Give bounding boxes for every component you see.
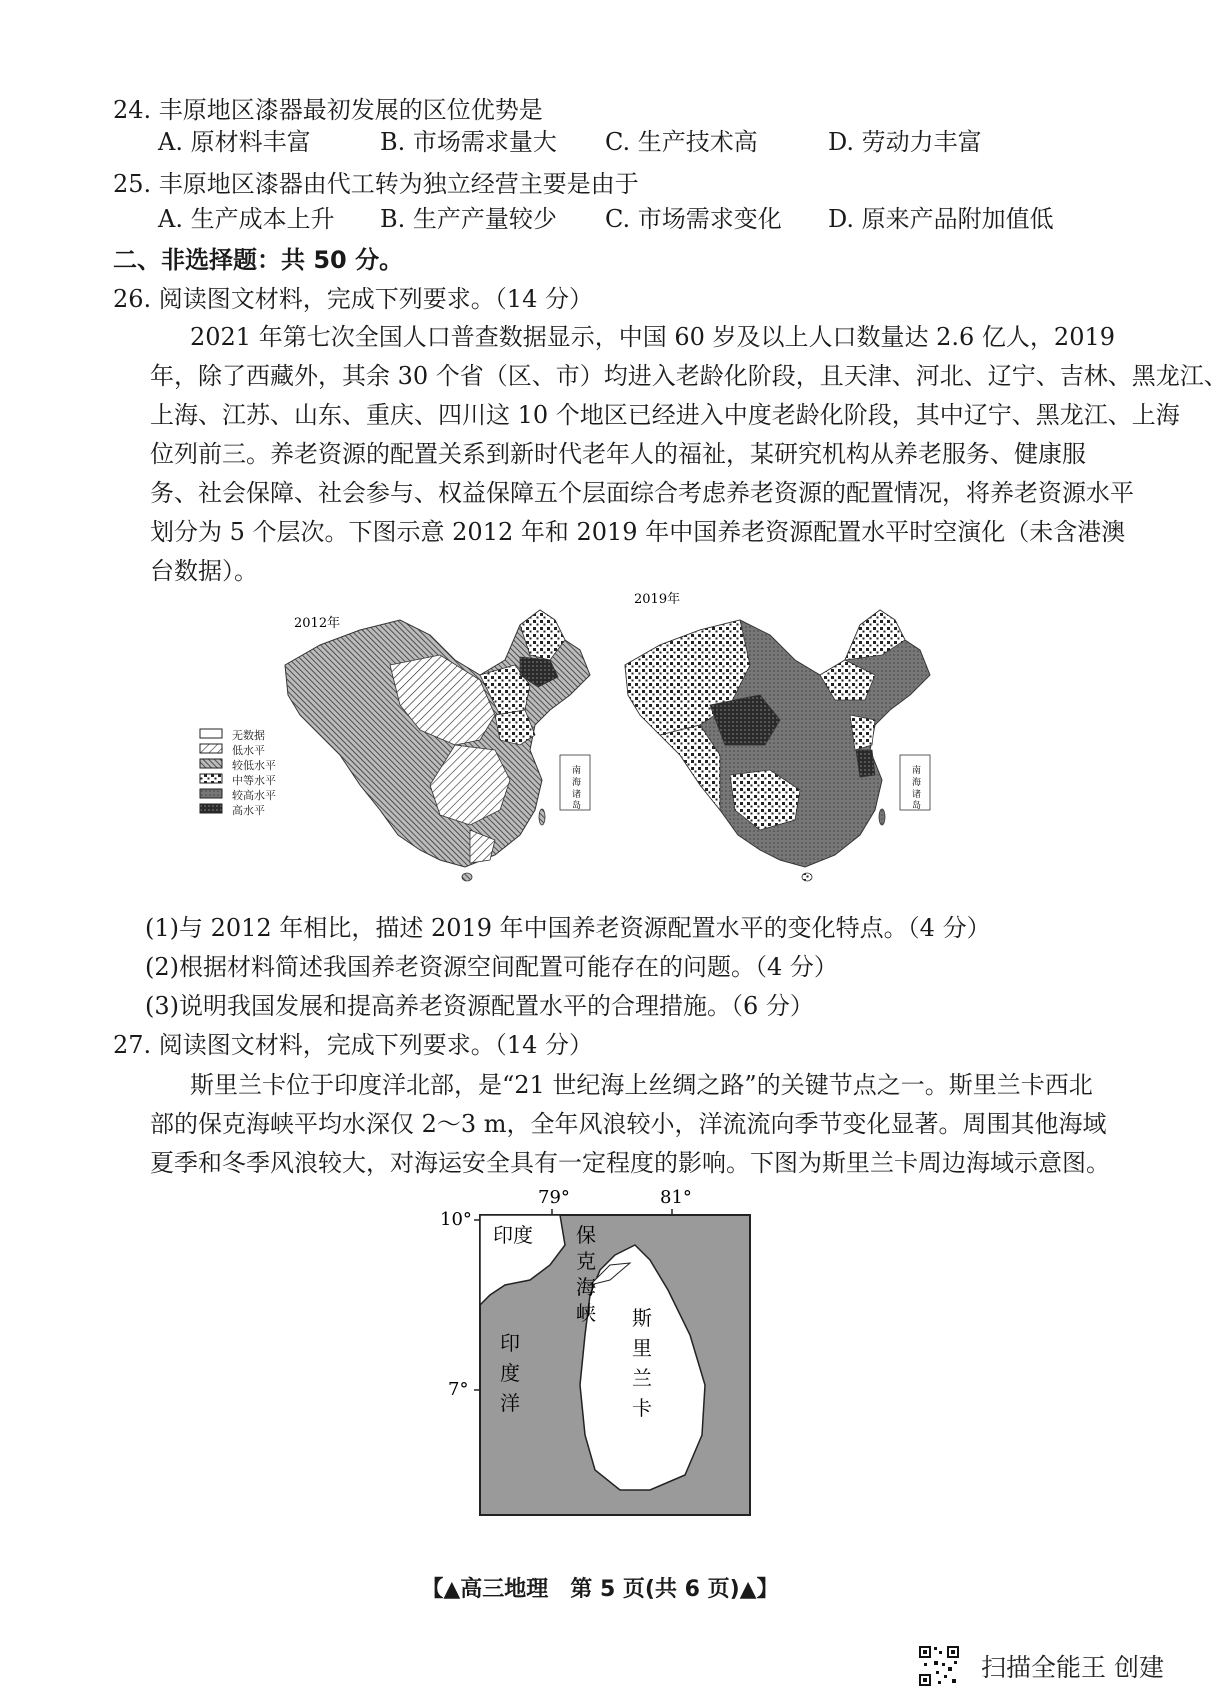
inset-label: 海 bbox=[912, 778, 922, 788]
q24-option-a: A. 原材料丰富 bbox=[158, 128, 311, 156]
legend-swatch-low bbox=[200, 744, 222, 753]
label-ocean: 印 bbox=[500, 1331, 520, 1355]
legend-label: 较低水平 bbox=[232, 759, 276, 772]
legend-swatch-mid bbox=[200, 774, 222, 783]
q26-para-line: 台数据）。 bbox=[150, 557, 258, 585]
map-2019-title: 2019年 bbox=[634, 592, 681, 607]
legend-label: 高水平 bbox=[232, 804, 265, 817]
label-strait: 克 bbox=[576, 1249, 596, 1273]
q25-option-a: A. 生产成本上升 bbox=[158, 205, 335, 233]
map-2012-title: 2012年 bbox=[294, 616, 341, 631]
legend-label: 较高水平 bbox=[232, 789, 276, 802]
q26-stem: 26. 阅读图文材料，完成下列要求。（14 分） bbox=[113, 285, 593, 313]
legend-label: 中等水平 bbox=[232, 774, 276, 787]
q25-option-d: D. 原来产品附加值低 bbox=[828, 205, 1054, 233]
q25-option-c: C. 市场需求变化 bbox=[605, 205, 782, 233]
label-srilanka: 兰 bbox=[632, 1366, 652, 1390]
label-strait: 保 bbox=[576, 1223, 596, 1247]
inset-label: 诸 bbox=[912, 790, 922, 800]
legend-swatch-lower bbox=[200, 759, 222, 768]
q26-para-line: 年，除了西藏外，其余 30 个省（区、市）均进入老龄化阶段，且天津、河北、辽宁、吉林、黑龙江、 bbox=[150, 362, 1228, 390]
label-india: 印度 bbox=[493, 1223, 533, 1247]
lon-label-79: 79° bbox=[538, 1187, 570, 1208]
inset-label: 海 bbox=[572, 778, 582, 788]
inset-label: 岛 bbox=[572, 801, 582, 811]
qr-code-icon bbox=[918, 1645, 960, 1687]
label-srilanka: 里 bbox=[632, 1336, 652, 1360]
q26-subquestion-2: (2)根据材料简述我国养老资源空间配置可能存在的问题。（4 分） bbox=[145, 953, 838, 981]
q26-para-line: 2021 年第七次全国人口普查数据显示，中国 60 岁及以上人口数量达 2.6 亿人，2019 bbox=[190, 323, 1116, 351]
label-srilanka: 斯 bbox=[632, 1306, 652, 1330]
watermark-text: 扫描全能王 创建 bbox=[981, 1653, 1164, 1682]
q24-option-c: C. 生产技术高 bbox=[605, 128, 758, 156]
legend-label: 无数据 bbox=[232, 729, 265, 742]
q25-stem: 25. 丰原地区漆器由代工转为独立经营主要是由于 bbox=[113, 170, 639, 198]
label-ocean: 洋 bbox=[500, 1391, 520, 1415]
q26-para-line: 上海、江苏、山东、重庆、四川这 10 个地区已经进入中度老龄化阶段，其中辽宁、黑龙江、上海 bbox=[150, 401, 1180, 429]
q26-para-line: 位列前三。养老资源的配置关系到新时代老年人的福祉，某研究机构从养老服务、健康服 bbox=[150, 440, 1086, 468]
q25-option-b: B. 生产产量较少 bbox=[380, 205, 557, 233]
label-srilanka: 卡 bbox=[632, 1396, 652, 1420]
label-strait: 海 bbox=[576, 1275, 596, 1299]
legend-swatch-higher bbox=[200, 789, 222, 798]
section-heading: 二、非选择题：共 50 分。 bbox=[113, 246, 404, 274]
map-2019 bbox=[625, 591, 930, 881]
q26-subquestion-3: (3)说明我国发展和提高养老资源配置水平的合理措施。（6 分） bbox=[145, 992, 814, 1020]
legend-label: 低水平 bbox=[232, 744, 265, 757]
q27-para-line: 部的保克海峡平均水深仅 2～3 m，全年风浪较小，洋流流向季节变化显著。周围其他海域 bbox=[150, 1110, 1107, 1138]
china-maps-figure bbox=[280, 592, 1000, 905]
q27-stem: 27. 阅读图文材料，完成下列要求。（14 分） bbox=[113, 1031, 593, 1059]
q26-para-line: 务、社会保障、社会参与、权益保障五个层面综合考虑养老资源的配置情况，将养老资源水平 bbox=[150, 479, 1134, 507]
label-ocean: 度 bbox=[500, 1361, 520, 1385]
label-strait: 峡 bbox=[576, 1301, 596, 1325]
q27-para-line: 斯里兰卡位于印度洋北部，是“21 世纪海上丝绸之路”的关键节点之一。斯里兰卡西北 bbox=[190, 1071, 1093, 1099]
legend bbox=[200, 729, 222, 813]
lat-label-7: 7° bbox=[448, 1379, 469, 1400]
q26-subquestion-1: (1)与 2012 年相比，描述 2019 年中国养老资源配置水平的变化特点。（4 分） bbox=[145, 914, 991, 942]
legend-swatch-high bbox=[200, 804, 222, 813]
sri-lanka-map bbox=[440, 1185, 770, 1525]
inset-label: 南 bbox=[572, 766, 582, 776]
inset-label: 南 bbox=[912, 766, 922, 776]
inset-label: 岛 bbox=[912, 801, 922, 811]
q27-para-line: 夏季和冬季风浪较大，对海运安全具有一定程度的影响。下图为斯里兰卡周边海域示意图。 bbox=[150, 1149, 1110, 1177]
inset-label: 诸 bbox=[572, 790, 582, 800]
q26-para-line: 划分为 5 个层次。下图示意 2012 年和 2019 年中国养老资源配置水平时空演化（未含港澳 bbox=[150, 518, 1126, 546]
lat-label-10: 10° bbox=[440, 1209, 472, 1230]
lon-label-81: 81° bbox=[660, 1187, 692, 1208]
q24-stem: 24. 丰原地区漆器最初发展的区位优势是 bbox=[113, 96, 543, 124]
map-2012 bbox=[285, 610, 590, 881]
q24-option-d: D. 劳动力丰富 bbox=[828, 128, 982, 156]
page-footer: 【▲高三地理 第 5 页(共 6 页)▲】 bbox=[421, 1577, 779, 1602]
q24-option-b: B. 市场需求量大 bbox=[380, 128, 557, 156]
legend-swatch-nodata bbox=[200, 729, 222, 738]
